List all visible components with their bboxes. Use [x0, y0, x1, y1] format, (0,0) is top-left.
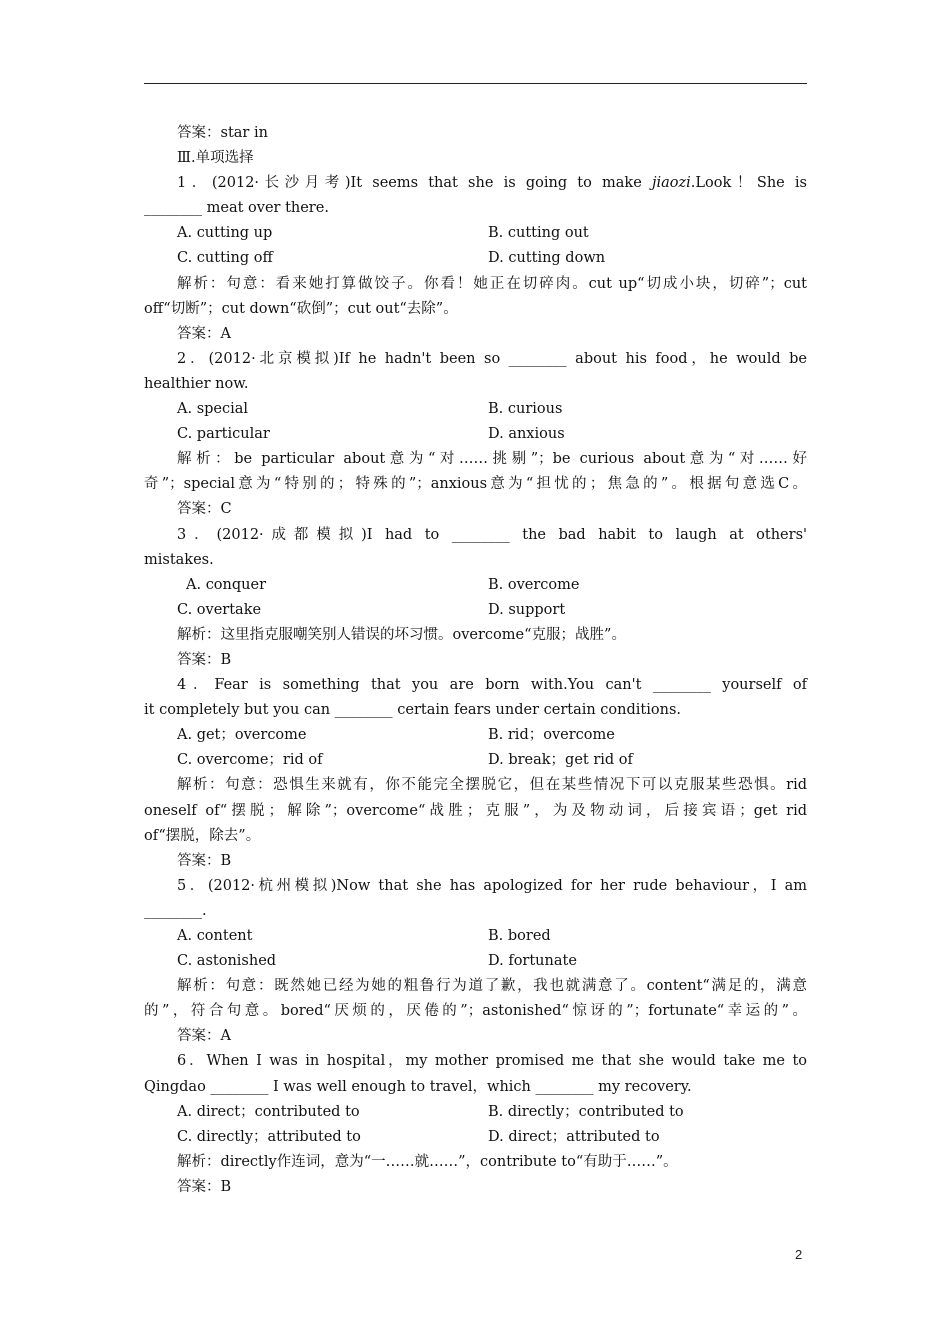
explanation: 解析：这里指克服嘲笑别人错误的坏习惯。overcome“克服；战胜”。	[177, 626, 626, 643]
option-a: A. get；overcome	[177, 727, 307, 744]
document-body	[144, 121, 807, 1200]
explanation-cont: oneself of“摆脱；解除”；overcome“战胜；克服”，为及物动词，后接宾语；get rid	[144, 802, 807, 819]
page-number: 2	[795, 1247, 803, 1262]
option-b: B. rid；overcome	[488, 727, 615, 744]
option-b: B. curious	[488, 401, 563, 418]
option-b: B. bored	[488, 928, 551, 944]
question-stem: 1．(2012·长沙月考)It seems that she is going to make jiaozi.Look！She is	[177, 175, 807, 192]
option-a: A. direct；contributed to	[177, 1103, 360, 1120]
option-c: C. particular	[177, 426, 270, 443]
option-c: C. overtake	[177, 601, 262, 618]
question-stem: 6．When I was in hospital，my mother promised me that she would take me to	[177, 1053, 807, 1070]
option-row	[144, 422, 807, 447]
option-c: C. overcome；rid of	[177, 752, 323, 769]
option-d: D. break；get rid of	[488, 752, 633, 769]
explanation: 解析：directly作连词，意为“一……就……”，contribute to“有助于……”。	[177, 1153, 678, 1170]
option-d: D. direct；attributed to	[488, 1128, 660, 1145]
option-b: B. cutting out	[488, 225, 589, 242]
option-row	[144, 748, 807, 773]
question-stem-cont: it completely but you can ________ certain fears under certain conditions.	[144, 702, 681, 719]
option-d: D. cutting down	[488, 250, 606, 267]
explanation: 解析：句意：既然她已经为她的粗鲁行为道了歉，我也就满意了。content“满足的，满意	[177, 978, 807, 995]
answer-line: 答案：star in	[177, 125, 268, 141]
option-row	[144, 397, 807, 422]
question-stem-cont: mistakes.	[144, 551, 214, 568]
question-stem: 5．(2012·杭州模拟)Now that she has apologized for her rude behaviour，I am	[177, 877, 807, 894]
option-a: A. conquer	[186, 576, 267, 593]
option-row	[144, 598, 807, 623]
option-c: C. cutting off	[177, 250, 273, 267]
answer-line: 答案：A	[177, 325, 231, 342]
answer-line: 答案：B	[177, 852, 232, 869]
option-c: C. directly；attributed to	[177, 1128, 361, 1145]
question-stem-cont: healthier now.	[144, 375, 249, 392]
option-c: C. astonished	[177, 953, 277, 970]
answer-line: 答案：B	[177, 1178, 232, 1195]
question-stem: 2．(2012·北京模拟)If he hadn't been so ________ about his food，he would be	[177, 350, 807, 367]
answer-line: 答案：C	[177, 501, 232, 518]
option-d: D. support	[488, 601, 566, 618]
option-row	[144, 246, 807, 271]
answer-line: 答案：B	[177, 651, 232, 668]
explanation: 解析：句意：看来她打算做饺子。你看！她正在切碎肉。cut up“切成小块，切碎”；cut	[177, 275, 807, 292]
question-stem: 3．(2012·成都模拟)I had to ________ the bad habit to laugh at others'	[177, 526, 807, 543]
option-row	[144, 221, 807, 246]
explanation-cont: 奇”；special意为“特别的；特殊的”；anxious意为“担忧的；焦急的”。根据句意选C。	[144, 476, 807, 493]
question-stem-cont: ________ meat over there.	[144, 200, 329, 217]
answer-line: 答案：A	[177, 1028, 231, 1045]
option-row	[144, 949, 807, 974]
option-d: D. fortunate	[488, 953, 577, 970]
header-rule	[144, 83, 807, 84]
option-a: A. cutting up	[177, 225, 273, 242]
option-d: D. anxious	[488, 426, 565, 443]
explanation: 解析：be particular about意为“对……挑剔”；be curious about意为“对……好	[177, 451, 807, 468]
explanation-cont: off“切断”；cut down“砍倒”；cut out“去除”。	[144, 300, 458, 317]
option-row	[144, 723, 807, 748]
question-stem: 4．Fear is something that you are born with.You can't ________ yourself of	[177, 677, 807, 694]
option-a: A. special	[177, 401, 249, 418]
explanation-cont: of“摆脱，除去”。	[144, 827, 261, 844]
option-row	[144, 924, 807, 949]
option-a: A. content	[177, 928, 253, 944]
option-row	[144, 1125, 807, 1150]
option-row	[144, 573, 807, 598]
question-stem-cont: ________.	[144, 902, 207, 919]
option-row	[144, 1100, 807, 1125]
explanation-cont: 的”，符合句意。bored“厌烦的，厌倦的”；astonished“惊讶的”；fortunate“幸运的”。	[144, 1003, 807, 1020]
question-stem-cont: Qingdao ________ I was well enough to travel，which ________ my recovery.	[144, 1078, 692, 1095]
option-b: B. directly；contributed to	[488, 1103, 684, 1120]
explanation: 解析：句意：恐惧生来就有，你不能完全摆脱它，但在某些情况下可以克服某些恐惧。rid	[177, 777, 807, 794]
option-b: B. overcome	[488, 576, 580, 593]
section-title: Ⅲ.单项选择	[177, 150, 254, 167]
